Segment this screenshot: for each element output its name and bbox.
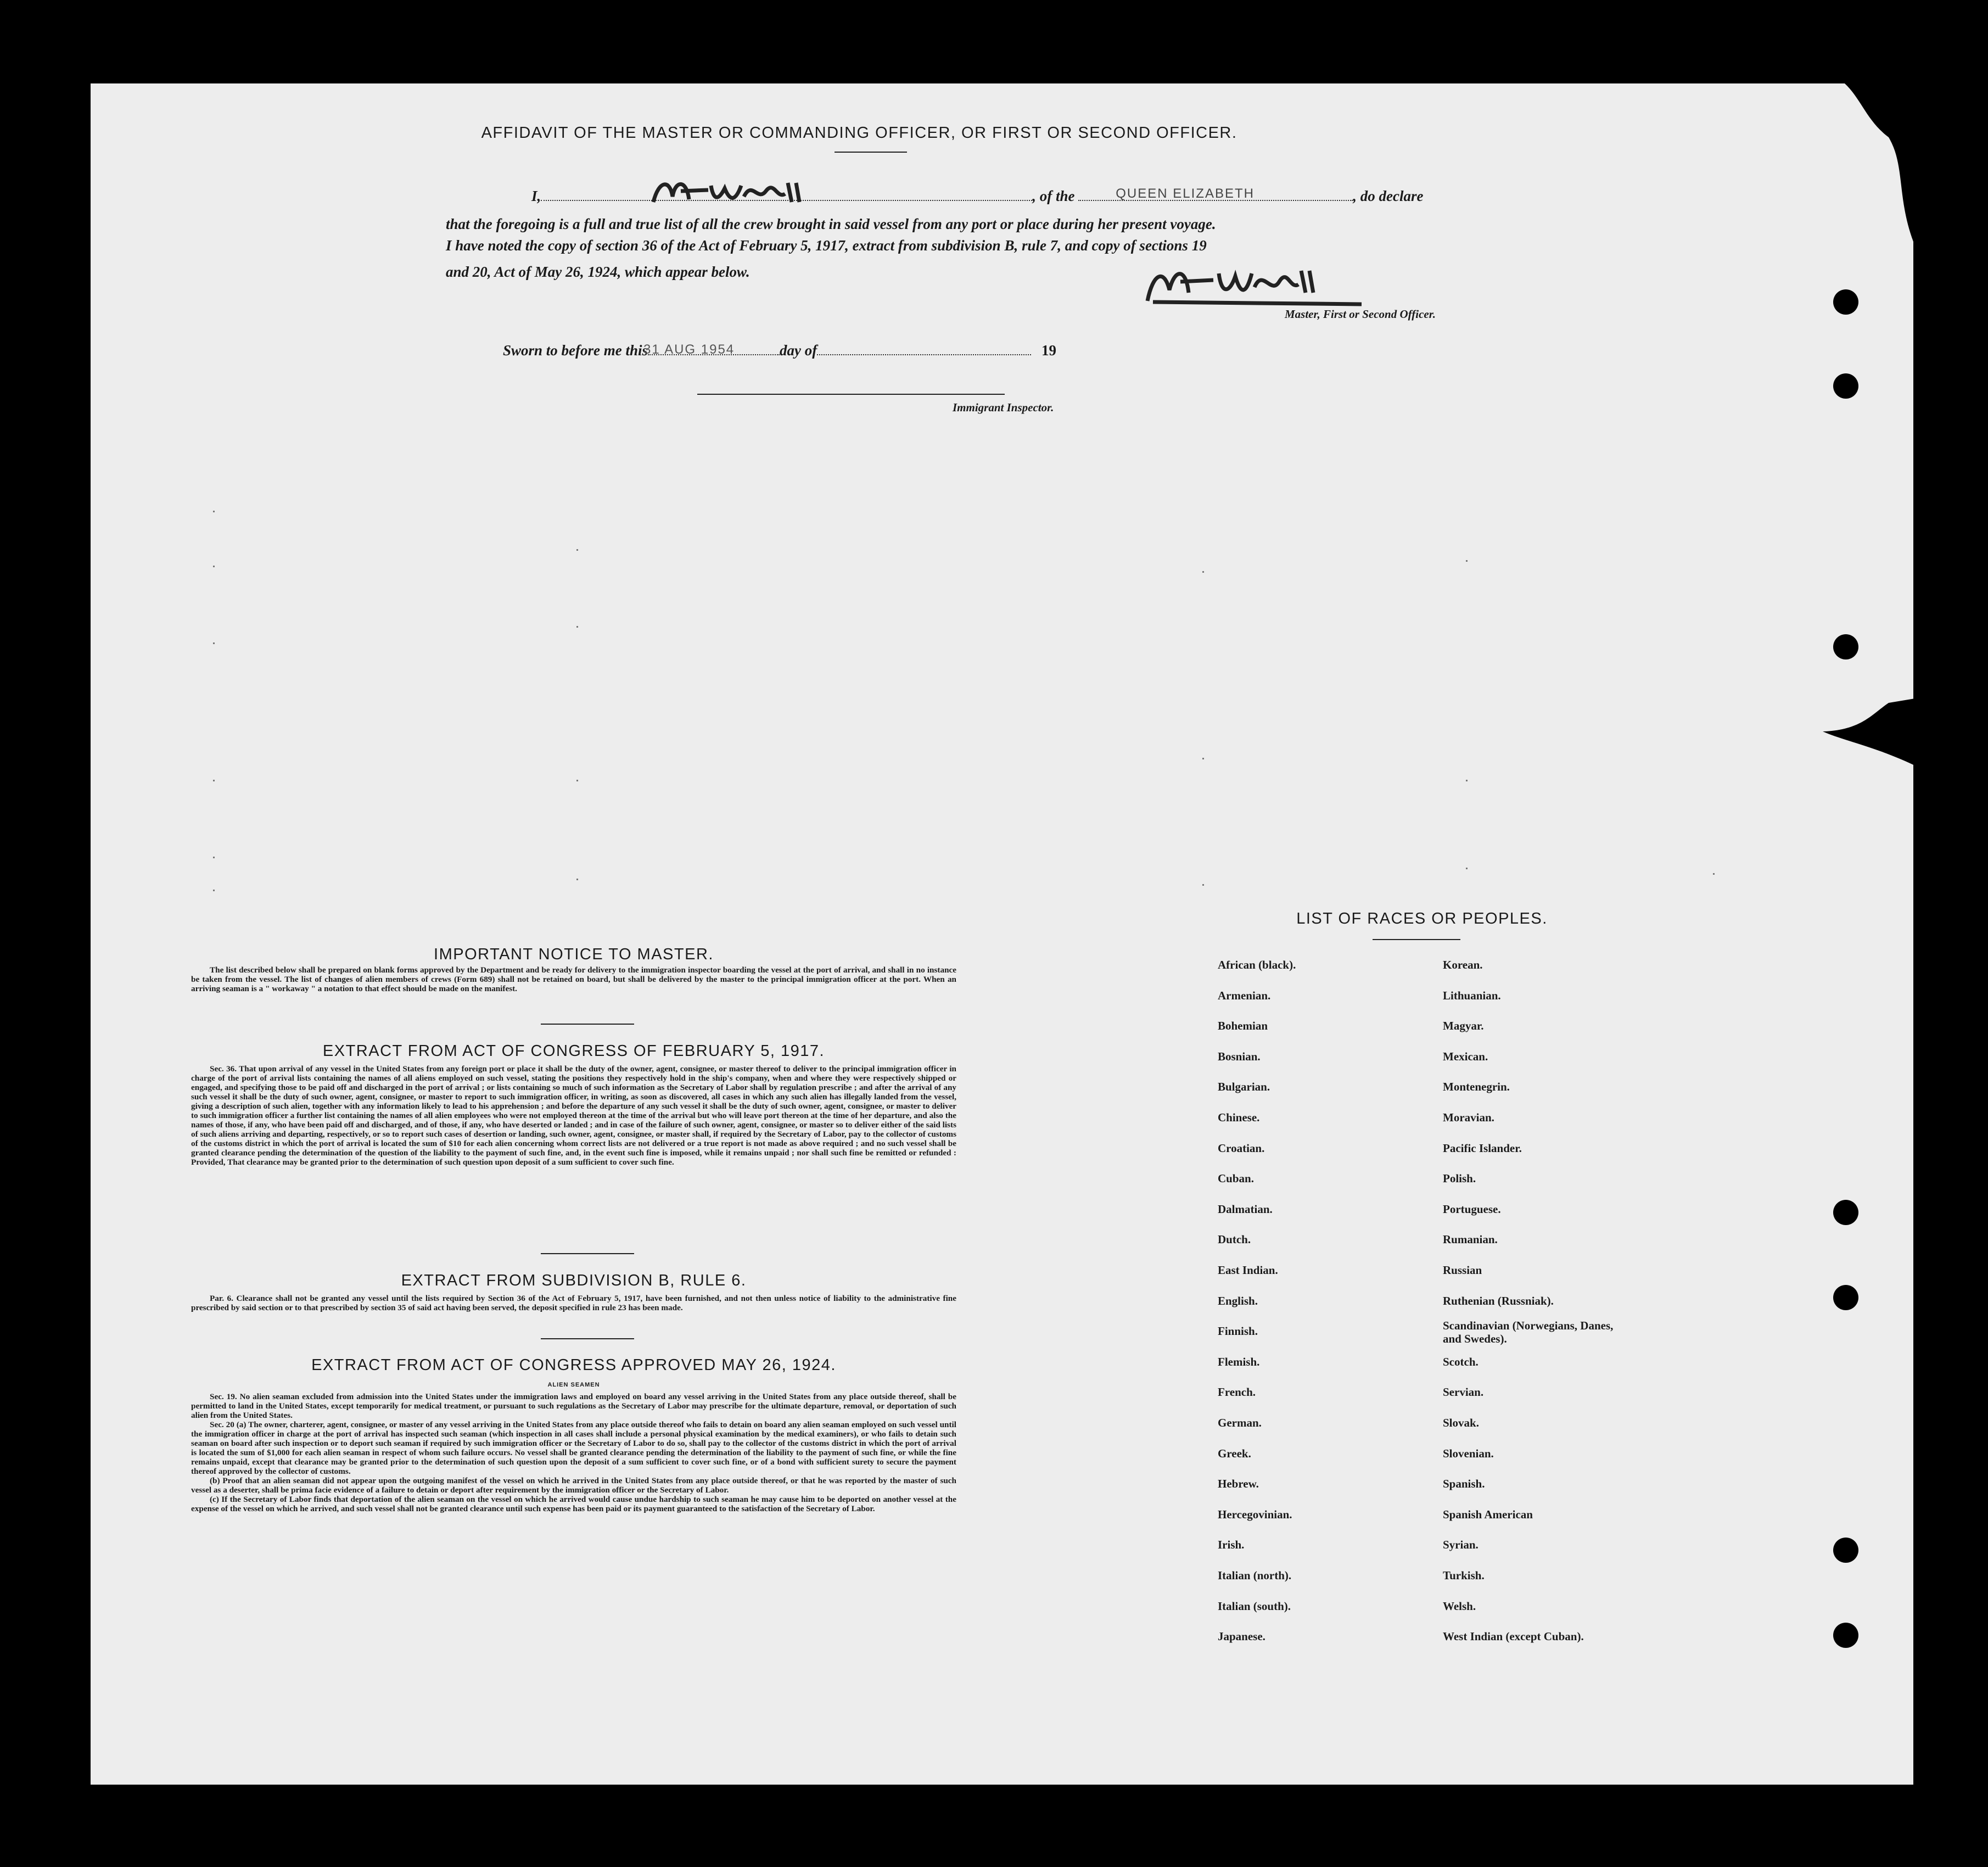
sworn-label: Sworn to before me this <box>503 342 648 359</box>
extract-1917-title: EXTRACT FROM ACT OF CONGRESS OF FEBRUARY 5, 1917. <box>322 1042 825 1060</box>
divider <box>1373 939 1460 940</box>
race-item: Hebrew. <box>1218 1477 1259 1490</box>
race-item: Polish. <box>1443 1172 1476 1185</box>
race-item: Finnish. <box>1218 1324 1258 1338</box>
punch-hole <box>1833 373 1858 399</box>
race-item: Hercegovinian. <box>1218 1508 1292 1521</box>
race-item: Scandinavian (Norwegians, Danes, and Swedes). <box>1443 1319 1614 1345</box>
master-signature <box>1142 251 1378 306</box>
race-item: Scotch. <box>1443 1355 1479 1368</box>
divider <box>541 1253 634 1254</box>
punch-hole <box>1833 1285 1858 1310</box>
inspector-caption: Immigrant Inspector. <box>953 401 1054 414</box>
rule6-title: EXTRACT FROM SUBDIVISION B, RULE 6. <box>401 1272 747 1289</box>
race-item: Pacific Islander. <box>1443 1142 1522 1155</box>
race-item: Italian (south). <box>1218 1600 1291 1613</box>
race-item: Magyar. <box>1443 1019 1484 1032</box>
extract-1917-text: Sec. 36. That upon arrival of any vessel in the United States from any foreign port or place it shall be the duty of the owner, agent, consignee, or master thereof to deliver to the principal immigration officer in charge of the port of arrival lists containing the names of all aliens employed on such vessel, stating the positions they respectively hold in the ship's company, when and where they were respectively shipped or engaged, and specifying those to be paid off and discharged in the port of arrival ; or lists containing so much of such information as the Secretary of Labor shall by regulation prescribe ; and after the arrival of any such vessel it shall be the duty of such owner, agent, consignee, or master to report to such immigration officer, in writing, as soon as discovered, all cases in which any such alien has illegally landed from the vessel, giving a description of such alien, together with any information likely to lead to his apprehension ; and before the departure of any such vessel it shall be the duty of such owner, agent, consignee, or master to deliver to such immigration officer a further list containing the names of all alien employees who were not employed thereon at the time of the arrival but who will leave port thereon at the time of her departure, and also the names of those, if any, who have been paid off and discharged, and of those, if any, who have deserted or landed ; and in case of the failure of such owner, agent, consignee, or master so to deliver either of the said lists of such aliens arriving and departing, respectively, or so to report such cases of desertion or landing, such owner, agent, consignee, or master shall, if required by the Secretary of Labor, pay to the collector of customs of the customs district in which the port of arrival is located the sum of $10 for each alien concerning whom correct lists are not delivered or a true report is not made as above required ; and no such vessel shall be granted clearance pending the determination of the question of the liability to the payment of such fine, and, in the event such fine is imposed, while it remains unpaid ; nor shall such fine be remitted or refunded : Provided, That clearance may be granted prior to the determination of such question upon deposit of a sum sufficient to cover such fine. <box>191 1064 956 1167</box>
race-item: Spanish American <box>1443 1508 1533 1521</box>
affidavit-line-3: I have noted the copy of section 36 of the Act of February 5, 1917, extract from subdivision B, rule 7, and copy of sections 19 <box>446 237 1207 254</box>
affidavit-line-2: that the foregoing is a full and true list of all the crew brought in said vessel from any port or place during her present voyage. <box>446 216 1216 232</box>
race-item: German. <box>1218 1416 1262 1429</box>
race-item: Cuban. <box>1218 1172 1254 1185</box>
race-item: Korean. <box>1443 958 1483 971</box>
race-item: Dutch. <box>1218 1233 1251 1246</box>
race-item: African (black). <box>1218 958 1296 971</box>
extract-1924-text: Sec. 19. No alien seaman excluded from admission into the United States under the immigration laws and employed on board any vessel arriving in the United States from any place outside thereof, shall be permitted to land in the United States, except temporarily for medical treatment, or pursuant to such regulations as the Secretary of Labor may prescribe for the ultimate departure, removal, or deportation of such alien from the United States. Sec. 20 (a) The owner, charterer, agent, consignee, or master of any vessel arriving in the United States from any place outside thereof who fails to detain on board any alien seaman employed on such vessel until the immigration officer in charge at the port of arrival has inspected such seaman (which inspection in all cases shall include a personal physical examination by the medical examiners), or who fails to detain such seaman on board after such inspection or to deport such seaman if required by such immigration officer or the Secretary of Labor to do so, shall pay to the collector of the customs district in which the port of arrival is located the sum of $1,000 for each alien seaman in respect of whom such failure occurs. No vessel shall be granted clearance pending the determination of the liability to the payment of such fine, or while the fine remains unpaid, except that clearance may be granted prior to the determination of such question upon the deposit of a sum sufficient to cover such fine, or of a bond with sufficient surety to secure the payment thereof approved by the collector of customs. (b) Proof that an alien seaman did not appear upon the outgoing manifest of the vessel on which he arrived in the United States from any place outside thereof, or that he was reported by the master of such vessel as a deserter, shall be prima facie evidence of a failure to detain or deport after requirement by the immigration officer or the Secretary of Labor. (c) If the Secretary of Labor finds that deportation of the alien seaman on the vessel on which he arrived would cause undue hardship to such seaman he may cause him to be deported on another vessel at the expense of the vessel on which he arrived, and such vessel shall not be granted clearance until such expense has been paid or its payment guaranteed to the satisfaction of the Secretary of Labor. <box>191 1392 956 1513</box>
punch-hole <box>1833 289 1858 315</box>
of-the-label: , of the <box>1032 188 1075 204</box>
notice-title: IMPORTANT NOTICE TO MASTER. <box>434 946 714 963</box>
race-item: Servian. <box>1443 1385 1484 1399</box>
races-title: LIST OF RACES OR PEOPLES. <box>1296 910 1548 927</box>
punch-hole <box>1833 634 1858 659</box>
race-item: Portuguese. <box>1443 1203 1501 1216</box>
punch-hole <box>1833 1623 1858 1648</box>
race-item: Dalmatian. <box>1218 1203 1273 1216</box>
race-item: Russian <box>1443 1264 1482 1277</box>
race-item: East Indian. <box>1218 1264 1278 1277</box>
sworn-line <box>503 342 1056 359</box>
race-item: Croatian. <box>1218 1142 1265 1155</box>
divider <box>541 1338 634 1339</box>
race-item: Mexican. <box>1443 1050 1488 1063</box>
month-blank <box>817 354 1031 355</box>
race-item: Flemish. <box>1218 1355 1260 1368</box>
race-item: Turkish. <box>1443 1569 1485 1582</box>
notice-text: The list described below shall be prepared on blank forms approved by the Department and be ready for delivery to the immigration inspector boarding the vessel at the port of arrival, and shall in no instance be taken from the vessel. The list of changes of alien members of crews (Form 689) shall not be retained on board, but shall be delivered by the master to the principal immigration officer at the port. When an arriving seaman is a " workaway " a notation to that effect should be made on the manifest. <box>191 965 956 993</box>
race-item: West Indian (except Cuban). <box>1443 1630 1584 1643</box>
signature <box>648 175 835 213</box>
date-stamp: 31 AUG 1954 <box>643 342 735 357</box>
race-item: Italian (north). <box>1218 1569 1292 1582</box>
rule6-text: Par. 6. Clearance shall not be granted any vessel until the lists required by Section 36 of the Act of February 5, 1917, have been furnished, and not then unless notice of liability to the administrative fine prescribed by said section or to that prescribed by section 35 of said act having been served, the deposit specified in rule 23 has been made. <box>191 1294 956 1312</box>
race-item: Slovak. <box>1443 1416 1479 1429</box>
race-item: Lithuanian. <box>1443 989 1501 1002</box>
master-caption: Master, First or Second Officer. <box>1285 308 1436 321</box>
race-item: Armenian. <box>1218 989 1271 1002</box>
race-item: Spanish. <box>1443 1477 1485 1490</box>
punch-hole <box>1833 1200 1858 1225</box>
date-blank <box>643 342 780 357</box>
race-item: Chinese. <box>1218 1111 1260 1124</box>
race-item: English. <box>1218 1294 1258 1307</box>
divider <box>835 152 907 153</box>
race-item: Syrian. <box>1443 1538 1479 1551</box>
vessel-blank <box>1078 186 1353 201</box>
affidavit-title: AFFIDAVIT OF THE MASTER OR COMMANDING OFFICER, OR FIRST OR SECOND OFFICER. <box>481 124 1237 142</box>
torn-edge <box>1812 697 1922 769</box>
year-prefix: 19 <box>1041 342 1057 359</box>
race-item: Ruthenian (Russniak). <box>1443 1294 1554 1307</box>
race-item: Bohemian <box>1218 1019 1268 1032</box>
inspector-signature-line <box>697 394 1005 395</box>
race-item: Japanese. <box>1218 1630 1265 1643</box>
affidavit-line-4: and 20, Act of May 26, 1924, which appear below. <box>446 264 750 280</box>
race-item: Bosnian. <box>1218 1050 1261 1063</box>
race-item: Moravian. <box>1443 1111 1494 1124</box>
race-item: French. <box>1218 1385 1256 1399</box>
race-item: Montenegrin. <box>1443 1080 1510 1093</box>
alien-seamen-subtitle: ALIEN SEAMEN <box>547 1382 600 1388</box>
do-declare-label: , do declare <box>1353 188 1424 204</box>
punch-hole <box>1833 1538 1858 1563</box>
race-item: Slovenian. <box>1443 1447 1494 1460</box>
race-item: Rumanian. <box>1443 1233 1498 1246</box>
race-item: Irish. <box>1218 1538 1245 1551</box>
day-of-label: day of <box>780 342 817 359</box>
divider <box>541 1024 634 1025</box>
torn-corner <box>1779 77 1988 313</box>
vessel-name: QUEEN ELIZABETH <box>1116 186 1255 201</box>
document-page <box>91 83 1913 1785</box>
race-item: Welsh. <box>1443 1600 1476 1613</box>
race-item: Greek. <box>1218 1447 1251 1460</box>
race-item: Bulgarian. <box>1218 1080 1270 1093</box>
extract-1924-title: EXTRACT FROM ACT OF CONGRESS APPROVED MAY 26, 1924. <box>311 1356 836 1374</box>
i-label: I, <box>531 188 541 204</box>
